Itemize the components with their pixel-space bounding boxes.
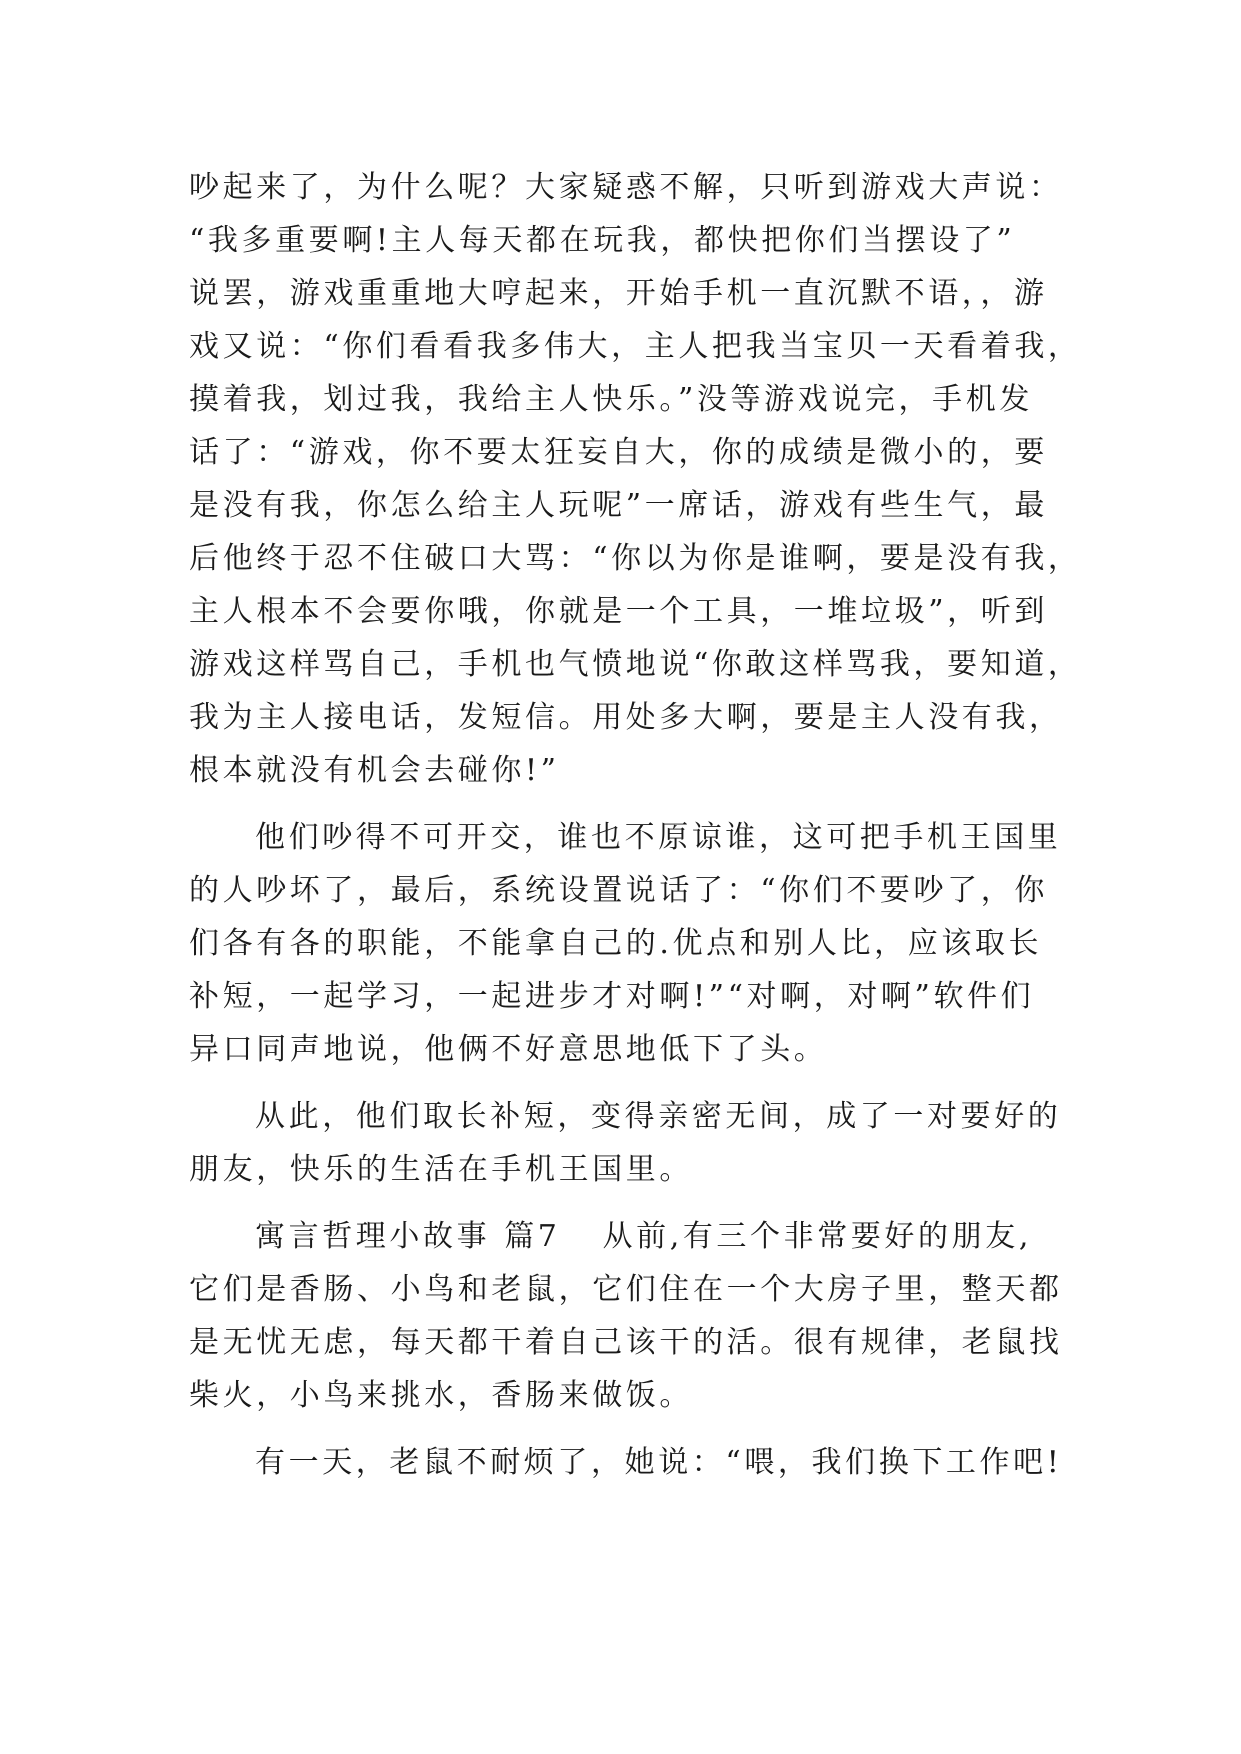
text-line: 他们吵得不可开交，谁也不原谅谁，这可把手机王国里	[255, 820, 1062, 855]
paragraph-spacing	[189, 797, 1089, 811]
text-line: 它们是香肠、小鸟和老鼠，它们住在一个大房子里，整天都	[189, 1272, 1063, 1307]
paragraph	[189, 1210, 1089, 1422]
text-line: 摸着我，划过我，我给主人快乐。”没等游戏说完，手机发	[189, 382, 1033, 417]
text-line: 柴火，小鸟来挑水，香肠来做饭。	[189, 1378, 693, 1413]
text-line: “我多重要啊!主人每天都在玩我，都快把你们当摆设了”	[189, 223, 1016, 258]
section-heading-line	[189, 1210, 1089, 1263]
text-line: 是无忧无虑，每天都干着自己该干的活。很有规律，老鼠找	[189, 1325, 1063, 1360]
paragraph-spacing	[189, 1076, 1089, 1090]
text-line: 异口同声地说，他俩不好意思地低下了头。	[189, 1032, 828, 1067]
paragraph	[189, 161, 1089, 797]
text-line: 是没有我，你怎么给主人玩呢”一席话，游戏有些生气，最	[189, 488, 1048, 523]
text-line: 的人吵坏了，最后，系统设置说话了：“你们不要吵了，你	[189, 873, 1048, 908]
section-number: 篇7	[504, 1219, 561, 1254]
text-line: 游戏这样骂自己，手机也气愤地说“你敢这样骂我，要知道，	[189, 647, 1082, 682]
text-line: 朋友，快乐的生活在手机王国里。	[189, 1152, 693, 1187]
body-text	[189, 161, 1089, 1489]
section-heading: 寓言哲理小故事	[255, 1219, 491, 1254]
text-line: 吵起来了，为什么呢？大家疑惑不解，只听到游戏大声说：	[189, 170, 1063, 205]
paragraph	[189, 1436, 1089, 1489]
text-line: 说罢，游戏重重地大哼起来，开始手机一直沉默不语，，游	[189, 276, 1048, 311]
paragraph-spacing	[189, 1196, 1089, 1210]
paragraph	[189, 1090, 1089, 1196]
text-line: 从此，他们取长补短，变得亲密无间，成了一对要好的	[255, 1099, 1062, 1134]
text-line: 补短，一起学习，一起进步才对啊!”“对啊，对啊”软件们	[189, 979, 1035, 1014]
text-line: 有一天，老鼠不耐烦了，她说：“喂，我们换下工作吧!	[255, 1445, 1063, 1480]
text-line: 根本就没有机会去碰你!”	[189, 753, 560, 788]
paragraph-spacing	[189, 1422, 1089, 1436]
text-line: 们各有各的职能，不能拿自己的.优点和别人比，应该取长	[189, 926, 1043, 961]
text-line: 话了：“游戏，你不要太狂妄自大，你的成绩是微小的，要	[189, 435, 1048, 470]
text-line: 主人根本不会要你哦，你就是一个工具，一堆垃圾”，听到	[189, 594, 1048, 629]
text-line: 我为主人接电话，发短信。用处多大啊，要是主人没有我，	[189, 700, 1063, 735]
story-lead: 从前,有三个非常要好的朋友,	[602, 1219, 1032, 1254]
text-line: 后他终于忍不住破口大骂：“你以为你是谁啊，要是没有我，	[189, 541, 1082, 576]
text-line: 戏又说：“你们看看我多伟大，主人把我当宝贝一天看着我，	[189, 329, 1082, 364]
paragraph	[189, 811, 1089, 1076]
